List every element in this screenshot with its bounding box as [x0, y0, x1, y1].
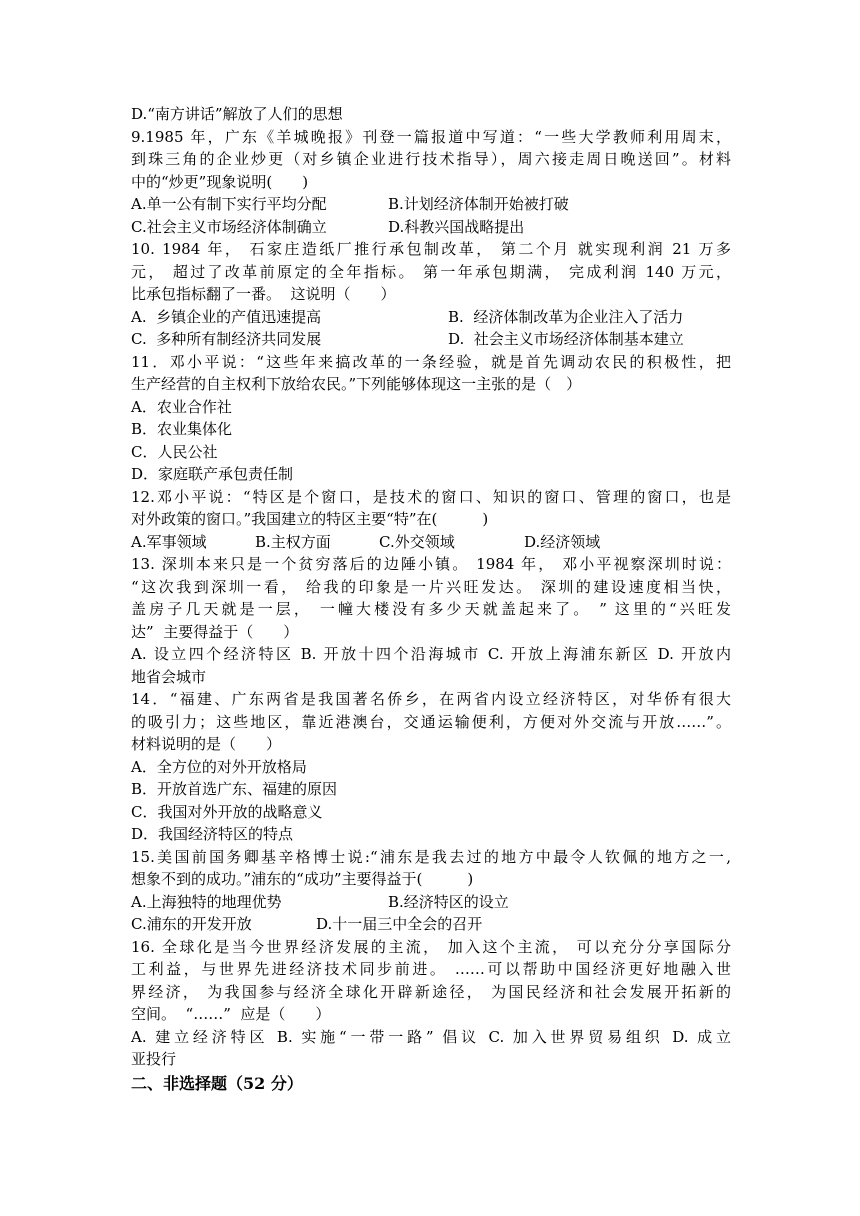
q10-stem-line2: 元， 超过了改革前原定的全年指标。 第一年承包期满， 完成利润 140 万元， [131, 262, 731, 281]
q9-stem-line2: 到珠三角的企业炒更（对乡镇企业进行技术指导），周六接走周日晚送回”。材料 [131, 150, 731, 168]
q11-option-c: C．人民公社 [131, 442, 218, 461]
q9-stem-line3: 中的“炒更”现象说明( ) [131, 172, 309, 191]
q14-option-b: B．开放首选广东、福建的原因 [131, 780, 338, 798]
q10-stem-line1: 10. 1984 年， 石家庄造纸厂推行承包制改革， 第二个月 就实现利润 21 万多 [131, 240, 731, 258]
q14-stem-line1: 14．“福建、广东两省是我国著名侨乡，在两省内设立经济特区，对华侨有很大 [131, 690, 731, 708]
q16-options-line1: A. 建立经济特区 B. 实施“一带一路” 倡议 C. 加入世界贸易组织 D. 成立 [131, 1027, 731, 1046]
q11-option-b: B．农业集体化 [131, 420, 233, 438]
q9-options-row1 [131, 193, 731, 216]
q10-options-row2 [131, 328, 731, 351]
q12-option-d: D.经济领域 [524, 532, 601, 551]
q15-option-a: A.上海独特的地理优势 [131, 892, 282, 911]
q9-option-a: A.单一公有制下实行平均分配 [131, 195, 327, 213]
q10-options-row1 [131, 306, 731, 329]
q13-options-line1: A. 设立四个经济特区 B. 开放十四个沿海城市 C. 开放上海浦东新区 D. 开放内 [131, 645, 731, 663]
q12-stem-line2: 对外政策的窗口。”我国建立的特区主要“特”在( ) [131, 510, 489, 528]
q11-option-a: A．农业合作社 [131, 397, 232, 416]
q16-stem-line3: 界经济， 为我国参与经济全球化开辟新途径， 为国民经济和社会发展开拓新的 [131, 982, 731, 1001]
q10-option-a: A. 乡镇企业的产值迅速提高 [131, 307, 322, 326]
q13-options-line2: 地省会城市 [131, 667, 207, 686]
q15-options-row1 [131, 891, 731, 914]
q13-stem-line4: 达” 主要得益于（ ） [131, 622, 299, 641]
exam-page [131, 103, 731, 1095]
q9-option-c: C.社会主义市场经济体制确立 [131, 217, 327, 236]
q13-stem-line1: 13. 深圳本来只是一个贫穷落后的边陲小镇。 1984 年， 邓小平视察深圳时说： [131, 555, 731, 573]
q15-option-c: C.浦东的开发开放 [131, 915, 252, 933]
q14-option-c: C．我国对外开放的战略意义 [131, 802, 323, 821]
q9-stem-line1: 9.1985 年，广东《羊城晚报》刊登一篇报道中写道：“一些大学教师利用周末， [131, 127, 731, 146]
q13-stem-line3: 盖房子几天就是一层， 一幢大楼没有多少天就盖起来了。 ” 这里的“兴旺发 [131, 600, 731, 618]
q16-options-line2: 亚投行 [131, 1050, 177, 1068]
q15-stem-line2: 想象不到的成功。”浦东的“成功”主要得益于( ) [131, 870, 474, 888]
q15-options-row2 [131, 913, 731, 936]
q10-option-c: C. 多种所有制经济共同发展 [131, 330, 322, 348]
q10-stem-line3: 比承包指标翻了一番。 这说明（ ） [131, 285, 396, 303]
q12-option-c: C.外交领域 [379, 532, 455, 551]
q11-stem-line2: 生产经营的自主权利下放给农民。”下列能够体现这一主张的是（ ） [131, 375, 582, 393]
q16-stem-line4: 空间。 “……” 应是（ ） [131, 1005, 331, 1023]
q12-option-a: A.军事领域 [131, 532, 207, 551]
q15-option-d: D.十一届三中全会的召开 [316, 915, 483, 933]
q14-option-a: A．全方位的对外开放格局 [131, 757, 307, 776]
q15-option-b: B.经济特区的设立 [388, 892, 509, 911]
q9-options-row2 [131, 216, 731, 239]
q10-option-d: D. 社会主义市场经济体制基本建立 [448, 330, 684, 348]
section-heading-non-choice: 二、非选择题（52 分） [131, 1073, 303, 1093]
q9-option-d: D.科教兴国战略提出 [388, 217, 525, 236]
q11-stem-line1: 11．邓小平说：“这些年来搞改革的一条经验，就是首先调动农民的积极性，把 [131, 352, 731, 371]
q15-stem-line1: 15.美国前国务卿基辛格博士说:“浦东是我去过的地方中最令人钦佩的地方之一, [131, 847, 731, 866]
q9-option-b: B.计划经济体制开始被打破 [388, 195, 569, 213]
q11-option-d: D．家庭联产承包责任制 [131, 465, 294, 483]
q10-option-b: B. 经济体制改革为企业注入了活力 [448, 307, 684, 326]
q16-stem-line1: 16. 全球化是当今世界经济发展的主流， 加入这个主流， 可以充分分享国际分 [131, 937, 731, 956]
q14-stem-line2: 的吸引力；这些地区，靠近港澳台，交通运输便利，方便对外交流与开放……”。 [131, 712, 731, 731]
q12-stem-line1: 12.邓小平说：“特区是个窗口，是技术的窗口、知识的窗口、管理的窗口，也是 [131, 487, 731, 506]
q12-option-b: B.主权方面 [255, 532, 331, 551]
q12-options-row [131, 531, 731, 554]
q14-stem-line3: 材料说明的是（ ） [131, 735, 282, 753]
q14-option-d: D．我国经济特区的特点 [131, 825, 294, 843]
q16-stem-line2: 工利益，与世界先进经济技术同步前进。 ……可以帮助中国经济更好地融入世 [131, 960, 731, 978]
q8-option-d: D.“南方讲话”解放了人们的思想 [131, 105, 343, 123]
q13-stem-line2: “这次我到深圳一看， 给我的印象是一片兴旺发达。 深圳的建设速度相当快， [131, 577, 731, 596]
